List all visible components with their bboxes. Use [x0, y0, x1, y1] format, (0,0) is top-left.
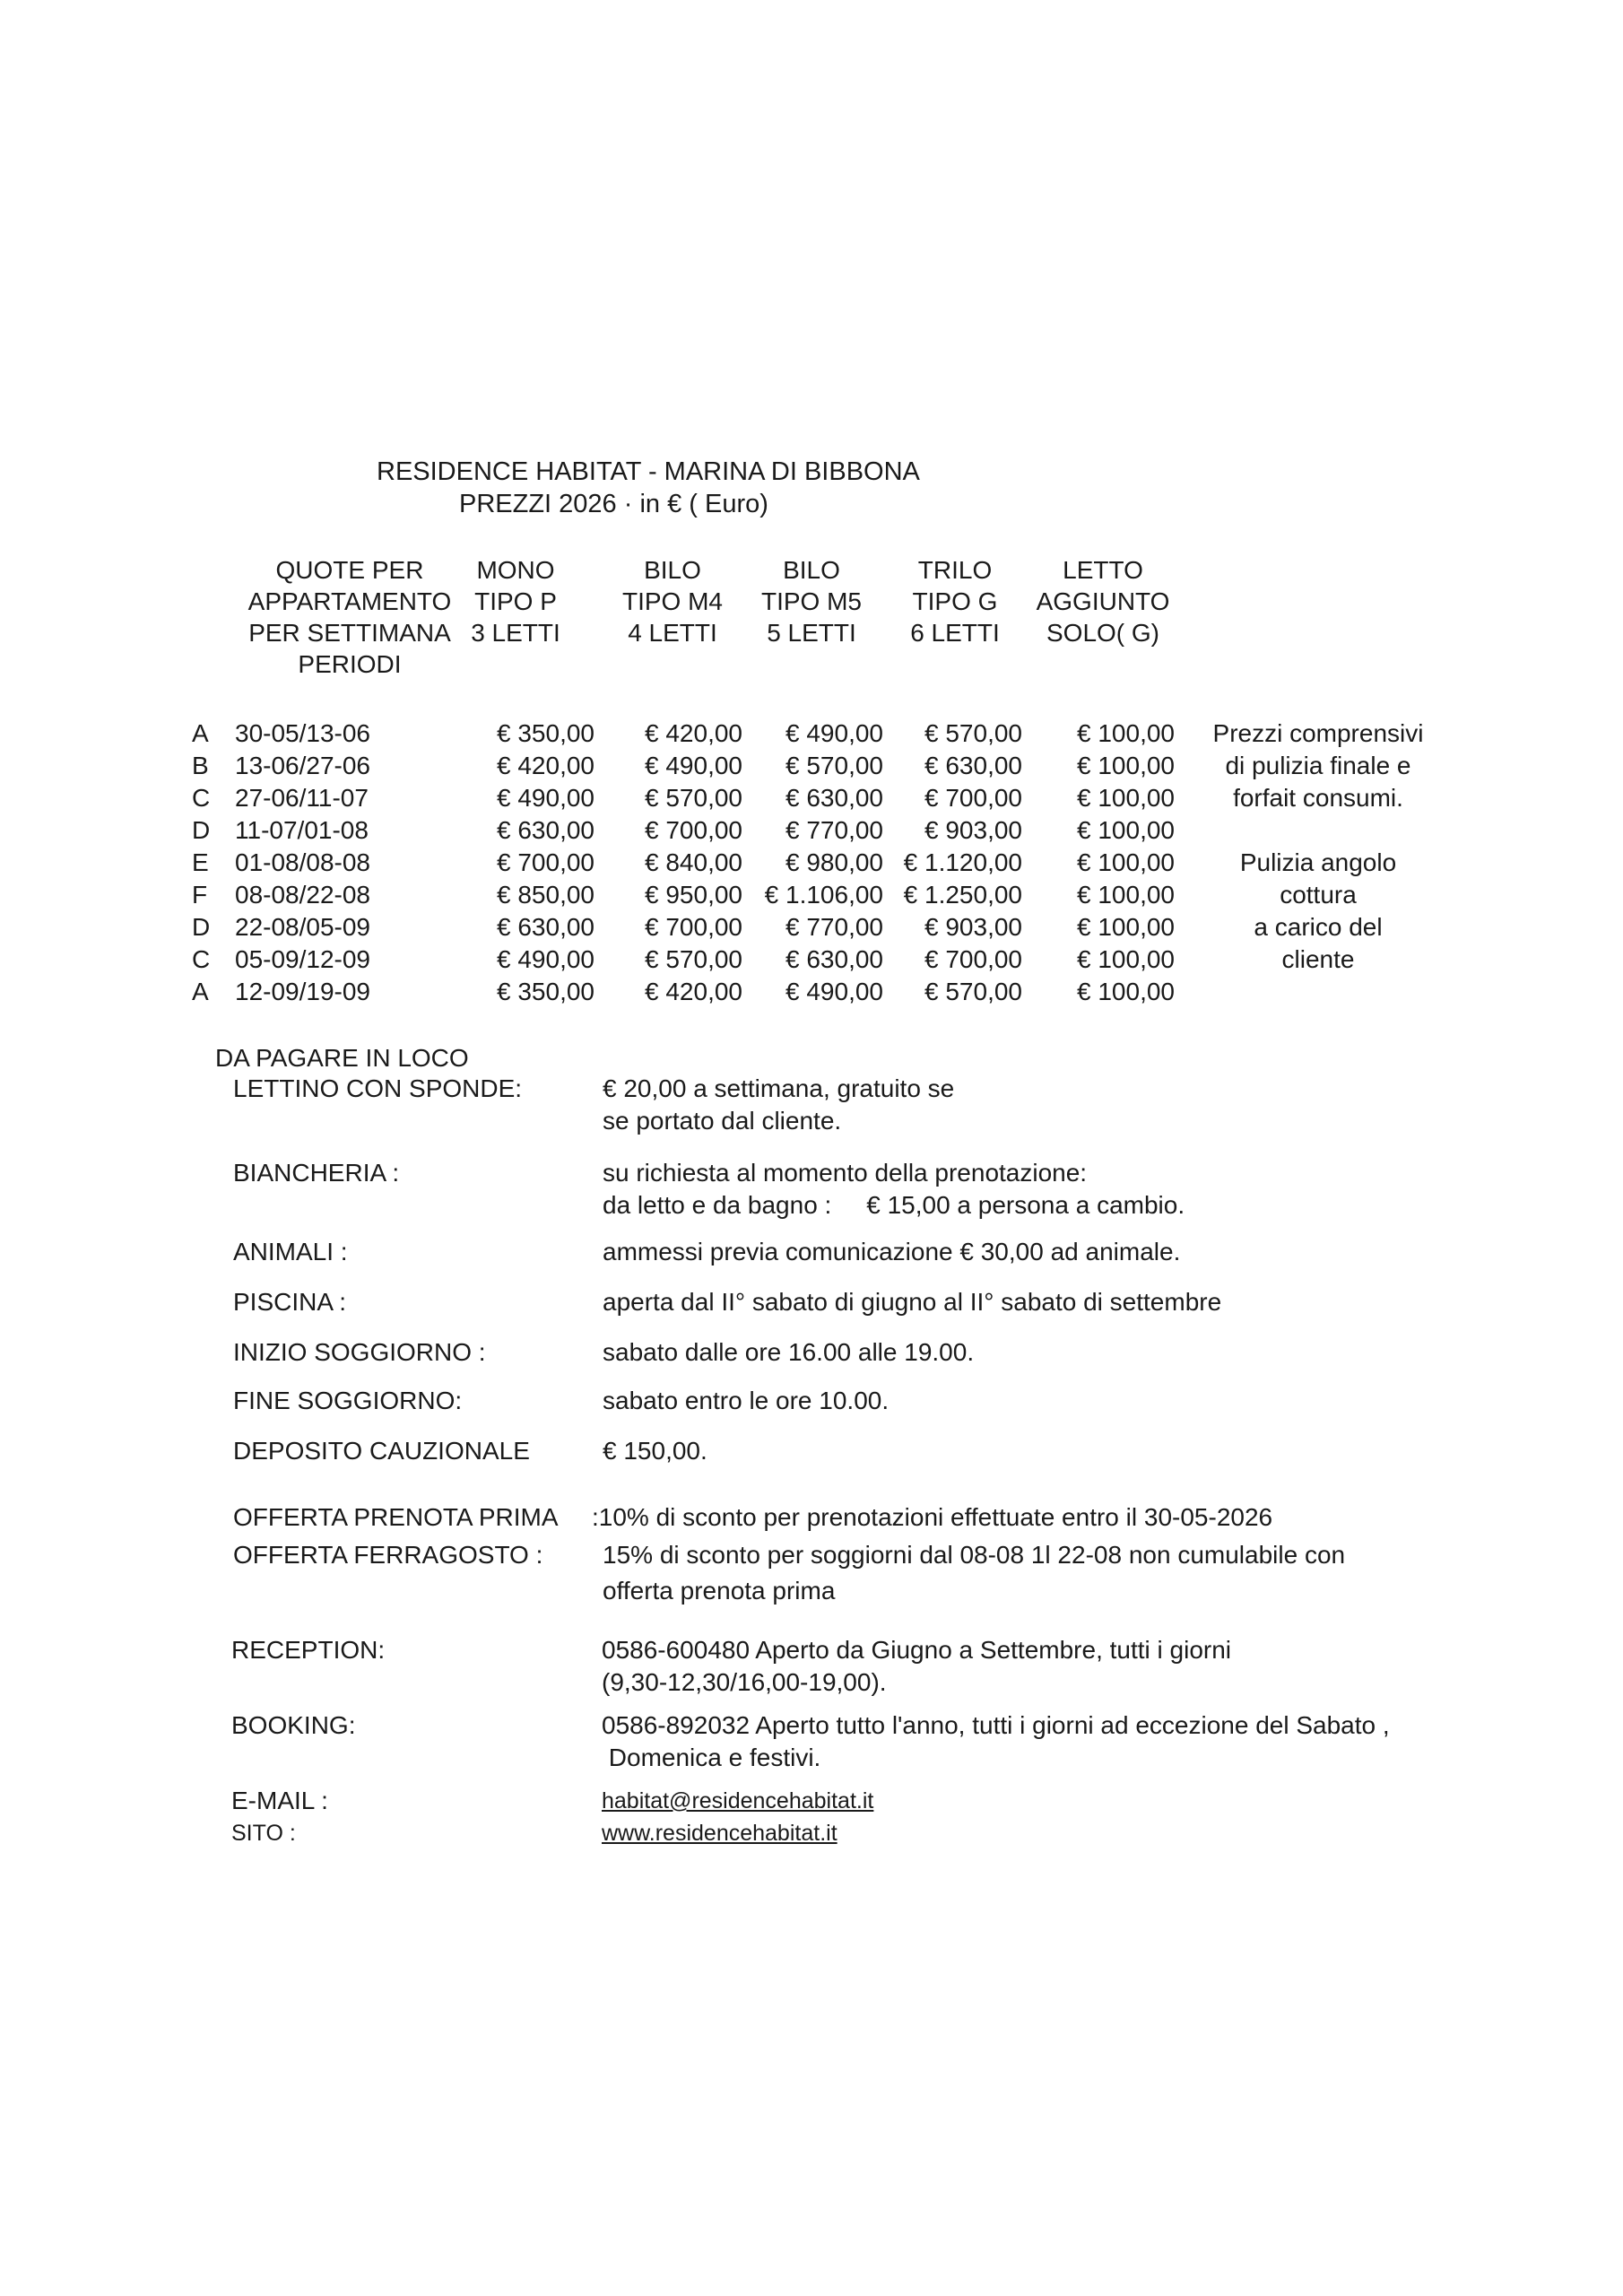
- price-cell: € 100,00: [1077, 719, 1175, 747]
- extras-heading: DA PAGARE IN LOCO: [215, 1044, 469, 1072]
- extra-label: BIANCHERIA :: [233, 1159, 400, 1187]
- price-cell: € 700,00: [497, 848, 595, 876]
- period-dates: 05-09/12-09: [235, 945, 371, 973]
- offer-label: OFFERTA PRENOTA PRIMA: [233, 1503, 559, 1531]
- email-link[interactable]: habitat@residencehabitat.it: [602, 1788, 874, 1813]
- price-cell: € 570,00: [785, 752, 883, 779]
- document-subtitle: PREZZI 2026 · in € ( Euro): [459, 490, 768, 518]
- extra-value: su richiesta al momento della prenotazione:: [603, 1159, 1088, 1187]
- contact-value: Domenica e festivi.: [602, 1744, 821, 1771]
- offer-value: offerta prenota prima: [603, 1577, 836, 1605]
- side-note-line: cottura: [1280, 881, 1357, 909]
- price-cell: € 1.250,00: [903, 881, 1022, 909]
- contact-value: 0586-600480 Aperto da Giugno a Settembre, tutti i giorni: [602, 1636, 1232, 1664]
- period-code: D: [192, 913, 211, 941]
- period-dates: 11-07/01-08: [235, 816, 369, 844]
- extra-label: LETTINO CON SPONDE:: [233, 1074, 523, 1102]
- side-note-line: di pulizia finale e: [1225, 752, 1411, 779]
- contact-value: 0586-892032 Aperto tutto l'anno, tutti i giorni ad eccezione del Sabato ,: [602, 1711, 1390, 1739]
- extra-value: aperta dal II° sabato di giugno al II° sabato di settembre: [603, 1288, 1222, 1316]
- column-header-line: APPARTAMENTO: [247, 587, 452, 615]
- contact-label: RECEPTION:: [231, 1636, 386, 1664]
- price-cell: € 350,00: [497, 719, 595, 747]
- extra-value: sabato dalle ore 16.00 alle 19.00.: [603, 1338, 975, 1366]
- price-cell: € 630,00: [497, 913, 595, 941]
- offer-value: :10% di sconto per prenotazioni effettuate entro il 30-05-2026: [592, 1503, 1273, 1531]
- extra-value: se portato dal cliente.: [603, 1107, 842, 1135]
- period-dates: 22-08/05-09: [235, 913, 371, 941]
- price-cell: € 903,00: [924, 816, 1022, 844]
- side-note-line: Pulizia angolo: [1239, 848, 1397, 876]
- price-cell: € 100,00: [1077, 784, 1175, 812]
- price-cell: € 630,00: [785, 784, 883, 812]
- column-header-line: TRILO: [917, 556, 993, 584]
- price-cell: € 630,00: [924, 752, 1022, 779]
- period-dates: 08-08/22-08: [235, 881, 371, 909]
- price-cell: € 100,00: [1077, 913, 1175, 941]
- extra-label: DEPOSITO CAUZIONALE: [233, 1437, 530, 1465]
- price-cell: € 100,00: [1077, 848, 1175, 876]
- extra-value: sabato entro le ore 10.00.: [603, 1387, 890, 1414]
- price-cell: € 100,00: [1077, 881, 1175, 909]
- price-cell: € 100,00: [1077, 816, 1175, 844]
- column-header-line: TIPO M4: [621, 587, 723, 615]
- period-dates: 12-09/19-09: [235, 978, 371, 1005]
- price-cell: € 630,00: [785, 945, 883, 973]
- contact-label: BOOKING:: [231, 1711, 356, 1739]
- period-code: E: [192, 848, 209, 876]
- document-title: RESIDENCE HABITAT - MARINA DI BIBBONA: [377, 457, 920, 486]
- price-cell: € 490,00: [785, 978, 883, 1005]
- table-row: [0, 976, 1623, 1008]
- extra-value: ammessi previa comunicazione € 30,00 ad animale.: [603, 1238, 1181, 1265]
- price-cell: € 850,00: [497, 881, 595, 909]
- extra-value: da letto e da bagno : € 15,00 a persona a cambio.: [603, 1191, 1185, 1219]
- price-cell: € 100,00: [1077, 945, 1175, 973]
- column-header-line: BILO: [644, 556, 701, 584]
- period-code: A: [192, 719, 209, 747]
- price-cell: € 903,00: [924, 913, 1022, 941]
- price-cell: € 490,00: [645, 752, 742, 779]
- price-cell: € 980,00: [785, 848, 883, 876]
- column-header-line: TIPO P: [474, 587, 557, 615]
- price-cell: € 840,00: [645, 848, 742, 876]
- price-cell: € 100,00: [1077, 978, 1175, 1005]
- contact-value: (9,30-12,30/16,00-19,00).: [602, 1668, 887, 1696]
- extra-value: € 20,00 a settimana, gratuito se: [603, 1074, 955, 1102]
- offer-label: OFFERTA FERRAGOSTO :: [233, 1541, 543, 1569]
- price-cell: € 570,00: [924, 719, 1022, 747]
- price-cell: € 770,00: [785, 816, 883, 844]
- price-cell: € 1.106,00: [764, 881, 883, 909]
- price-cell: € 770,00: [785, 913, 883, 941]
- column-header-line: MONO: [476, 556, 555, 584]
- period-dates: 27-06/11-07: [235, 784, 369, 812]
- side-note-line: forfait consumi.: [1233, 784, 1403, 812]
- column-header-line: PERIODI: [298, 650, 402, 678]
- price-cell: € 1.120,00: [903, 848, 1022, 876]
- column-header-line: 4 LETTI: [628, 619, 717, 647]
- price-cell: € 100,00: [1077, 752, 1175, 779]
- offer-value: 15% di sconto per soggiorni dal 08-08 1l 22-08 non cumulabile con: [603, 1541, 1346, 1569]
- extra-label: PISCINA :: [233, 1288, 347, 1316]
- period-code: C: [192, 945, 211, 973]
- column-header-line: 5 LETTI: [767, 619, 856, 647]
- extra-label: INIZIO SOGGIORNO :: [233, 1338, 486, 1366]
- period-code: C: [192, 784, 211, 812]
- column-header-line: PER SETTIMANA: [248, 619, 451, 647]
- column-header-line: 3 LETTI: [471, 619, 560, 647]
- email-label: E-MAIL :: [231, 1787, 328, 1814]
- period-dates: 13-06/27-06: [235, 752, 371, 779]
- price-cell: € 570,00: [645, 784, 742, 812]
- table-row: [0, 814, 1623, 847]
- period-code: A: [192, 978, 209, 1005]
- column-header-line: BILO: [783, 556, 840, 584]
- period-dates: 30-05/13-06: [235, 719, 371, 747]
- price-cell: € 420,00: [645, 719, 742, 747]
- price-cell: € 570,00: [924, 978, 1022, 1005]
- price-cell: € 420,00: [645, 978, 742, 1005]
- price-cell: € 950,00: [645, 881, 742, 909]
- extra-label: FINE SOGGIORNO:: [233, 1387, 463, 1414]
- site-label: SITO :: [231, 1821, 296, 1846]
- extra-value: € 150,00.: [603, 1437, 707, 1465]
- column-header-line: TIPO M5: [760, 587, 862, 615]
- column-header-line: TIPO G: [912, 587, 998, 615]
- period-code: D: [192, 816, 211, 844]
- column-header-line: LETTO: [1063, 556, 1143, 584]
- column-header-line: AGGIUNTO: [1036, 587, 1170, 615]
- price-cell: € 700,00: [924, 784, 1022, 812]
- column-header-line: QUOTE PER: [275, 556, 424, 584]
- price-cell: € 700,00: [645, 816, 742, 844]
- extra-label: ANIMALI :: [233, 1238, 348, 1265]
- period-code: F: [192, 881, 208, 909]
- price-cell: € 700,00: [924, 945, 1022, 973]
- price-cell: € 490,00: [497, 945, 595, 973]
- price-cell: € 490,00: [497, 784, 595, 812]
- price-cell: € 700,00: [645, 913, 742, 941]
- price-cell: € 350,00: [497, 978, 595, 1005]
- price-cell: € 420,00: [497, 752, 595, 779]
- column-header-line: 6 LETTI: [910, 619, 1000, 647]
- site-link[interactable]: www.residencehabitat.it: [602, 1821, 838, 1846]
- side-note-line: Prezzi comprensivi: [1212, 719, 1424, 747]
- price-cell: € 490,00: [785, 719, 883, 747]
- price-cell: € 630,00: [497, 816, 595, 844]
- column-header-line: SOLO( G): [1046, 619, 1159, 647]
- side-note-line: a carico del: [1254, 913, 1383, 941]
- side-note-line: cliente: [1281, 945, 1355, 973]
- price-cell: € 570,00: [645, 945, 742, 973]
- period-code: B: [192, 752, 209, 779]
- period-dates: 01-08/08-08: [235, 848, 371, 876]
